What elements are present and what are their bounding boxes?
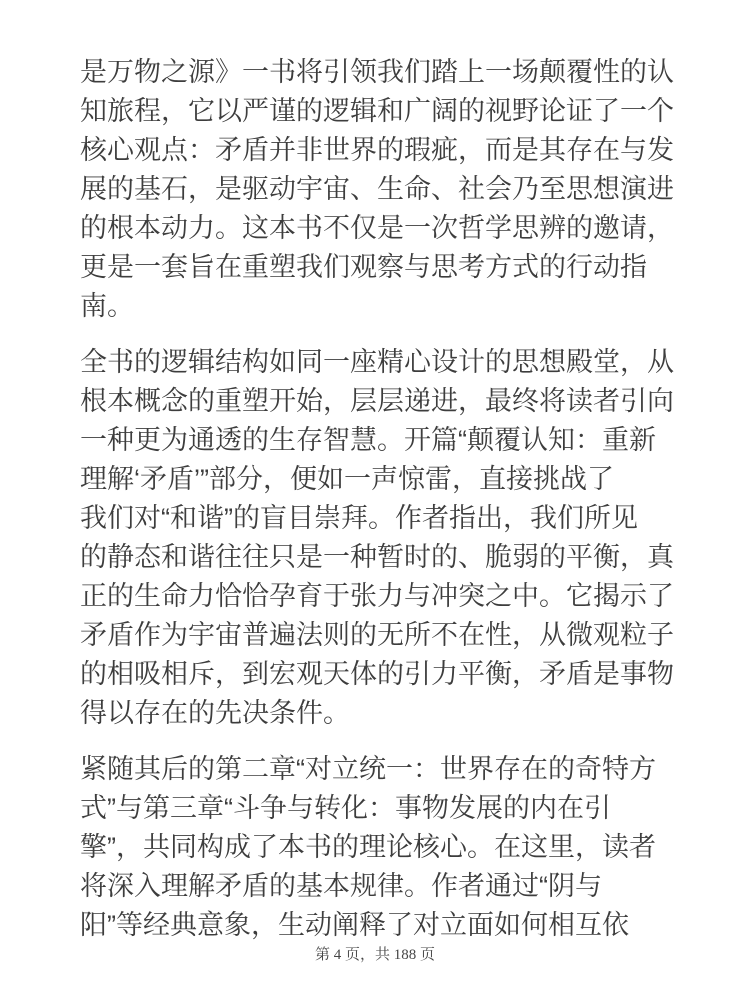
text-line: 阳”等经典意象，生动阐释了对立面如何相互依 [80,910,629,940]
text-line: 是万物之源》一书将引领我们踏上一场颠覆性的认 [80,57,674,87]
text-line: 正的生命力恰恰孕育于张力与冲突之中。它揭示了 [80,581,674,611]
text-line: 知旅程，它以严谨的逻辑和广阔的视野论证了一个 [80,96,674,126]
document-body [80,53,676,945]
text-line: 根本概念的重塑开始，层层递进，最终将读者引向 [80,386,674,416]
text-line: 的根本动力。这本书不仅是一次哲学思辨的邀请， [80,213,674,243]
text-line: 将深入理解矛盾的基本规律。作者通过“阴与 [80,871,602,901]
text-line: 展的基石，是驱动宇宙、生命、社会乃至思想演进 [80,174,674,204]
text-line: 南。 [80,291,134,321]
text-line: 矛盾作为宇宙普遍法则的无所不在性，从微观粒子 [80,620,674,650]
text-line: 的静态和谐往往只是一种暂时的、脆弱的平衡，真 [80,542,674,572]
page-indicator: 第 4 页，共 188 页 [314,947,435,963]
text-line: 紧随其后的第二章“对立统一：世界存在的奇特方 [80,754,656,784]
page-footer [0,944,750,966]
text-line: 核心观点：矛盾并非世界的瑕疵，而是其存在与发 [80,135,674,165]
text-line: 更是一套旨在重塑我们观察与思考方式的行动指 [80,252,647,282]
paragraph [80,53,676,326]
text-line: 一种更为通透的生存智慧。开篇“颠覆认知：重新 [80,425,656,455]
paragraph [80,750,676,945]
text-line: 得以存在的先决条件。 [80,698,350,728]
text-line: 理解‘矛盾’”部分，便如一声惊雷，直接挑战了 [80,464,614,494]
text-line: 我们对“和谐”的盲目崇拜。作者指出，我们所见 [80,503,638,533]
text-line: 的相吸相斥，到宏观天体的引力平衡，矛盾是事物 [80,659,674,689]
text-line: 全书的逻辑结构如同一座精心设计的思想殿堂，从 [80,347,674,377]
text-line: 式”与第三章“斗争与转化：事物发展的内在引 [80,793,611,823]
text-line: 擎”，共同构成了本书的理论核心。在这里，读者 [80,832,656,862]
paragraph [80,343,676,733]
